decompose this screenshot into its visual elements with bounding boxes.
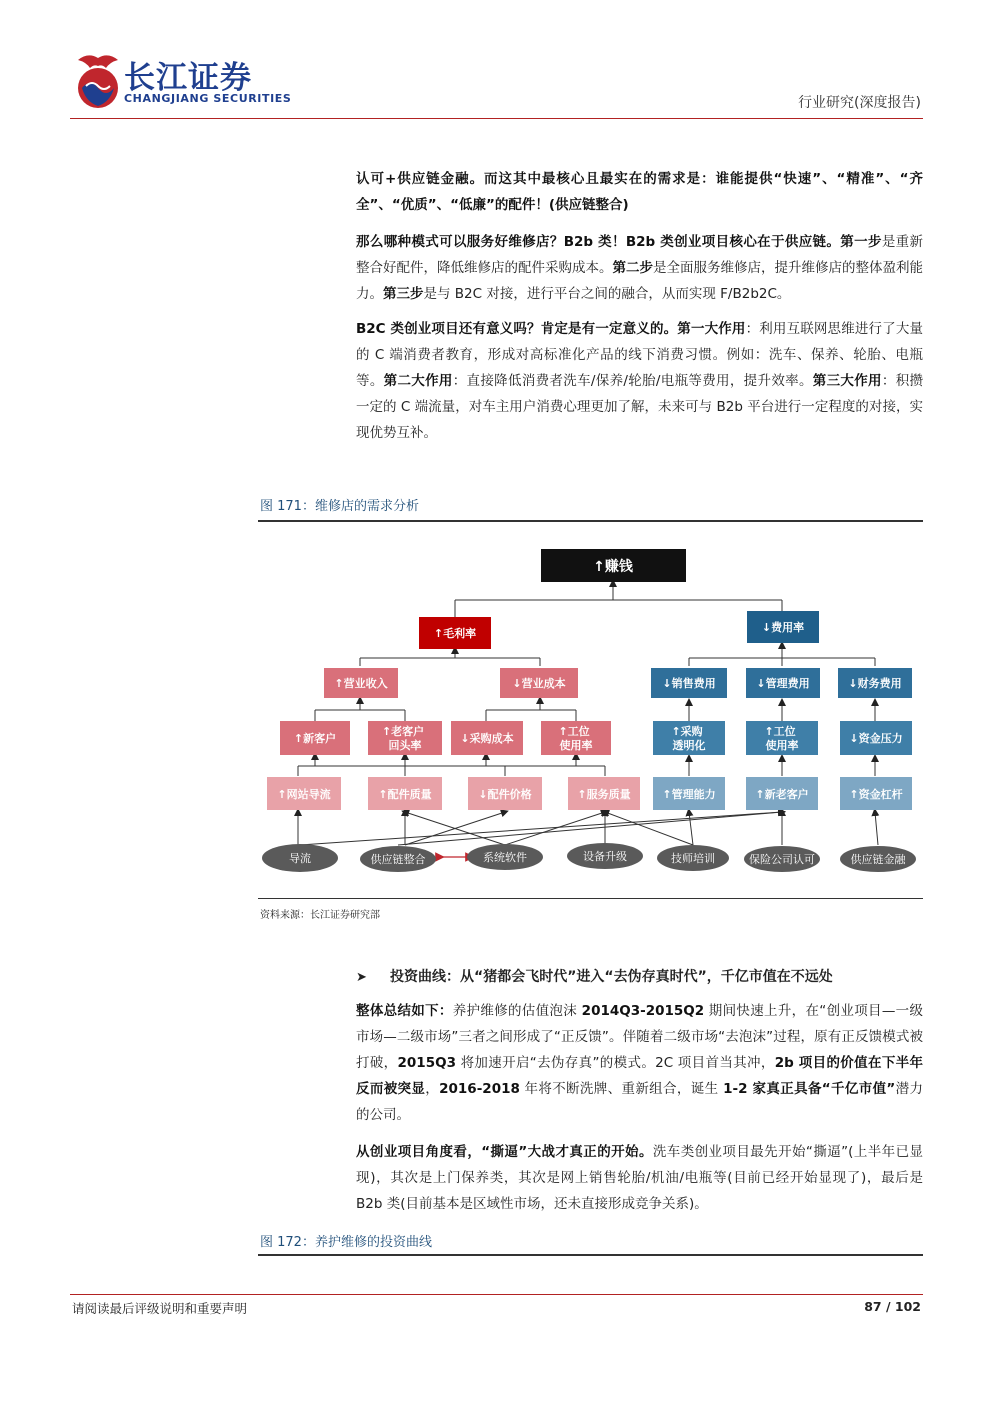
node-l3-label-line1: ↑老客户	[381, 725, 425, 738]
node-gross-margin-label: ↑毛利率	[433, 627, 477, 640]
logo-emblem-icon	[72, 50, 124, 112]
figure-172-top-rule	[258, 1254, 923, 1256]
driver-label: 设备升级	[583, 850, 627, 863]
text-run: 从创业项目角度看，“撕逼”大战才真正的开始。	[356, 1144, 653, 1160]
node-l3-label-line2: 回头率	[388, 739, 422, 752]
text-run: ，	[425, 1081, 440, 1097]
node-l2-label: ↓财务费用	[848, 677, 902, 690]
text-run: ：积攒一定的 C 端流量，对车主用户消费心理更加了解，未来可与 B2b 平台进行一定程度的对接，实现优势互补。	[356, 373, 924, 441]
paragraph-3	[356, 316, 923, 446]
bullet-arrow-icon: ➤	[356, 970, 367, 985]
header-divider	[70, 118, 923, 119]
text-run: 第三步	[383, 286, 424, 302]
node-l2-label: ↓销售费用	[662, 677, 716, 690]
node-l4-label: ↑配件质量	[378, 788, 432, 801]
node-l3-label-line2: 使用率	[559, 739, 593, 752]
logo-subtitle: CHANGJIANG SECURITIES	[124, 92, 292, 105]
node-l3-label-line1: ↑工位	[558, 725, 590, 738]
node-l3-label: ↓采购成本	[460, 732, 514, 745]
text-run: 1-2 家真正具备“千亿市值”	[723, 1081, 896, 1097]
node-l4-label: ↓配件价格	[478, 788, 532, 801]
text-run: 那么哪种模式可以服务好维修店？B2b 类！B2b 类创业项目核心在于供应链。第一步	[356, 234, 882, 250]
text-run: 2b 项目的价值在下半年反而被突显	[356, 1055, 923, 1097]
node-l3-label-line2: 使用率	[765, 739, 799, 752]
text-run: 期间快速上升，在“创业项目—一级市场—二级市场”三者之间形成了“正反馈”。伴随着二级市场“去泡沫”过程，原有正反馈模式被打破，	[356, 1003, 924, 1071]
text-run: 是重新整合好配件，降低维修店的配件采购成本。	[356, 234, 924, 276]
node-l3-label-line1: ↑采购	[671, 725, 703, 738]
text-run: 年将不断洗牌、重新组合，诞生	[519, 1081, 724, 1097]
paragraph-2	[356, 229, 923, 307]
figure-171-title: 图 171：维修店的需求分析	[260, 499, 419, 514]
text-run: 养护维修的估值泡沫	[452, 1003, 582, 1019]
node-l4-label: ↑服务质量	[577, 788, 631, 801]
node-root-label: ↑赚钱	[593, 559, 633, 575]
node-l4-label: ↑新老客户	[755, 788, 809, 801]
node-l4-label: ↑资金杠杆	[849, 788, 903, 801]
section-heading-text: 投资曲线：从“猪都会飞时代”进入“去伪存真时代”，千亿市值在不远处	[390, 969, 833, 985]
paragraph-1	[356, 166, 923, 218]
node-l4-label: ↑网站导流	[277, 788, 331, 801]
node-l3-label: ↑新客户	[293, 732, 337, 745]
node-l2-label: ↑营业收入	[334, 677, 388, 690]
node-l3-label: ↓资金压力	[849, 732, 903, 745]
driver-label: 导流	[289, 852, 311, 865]
text-run: 洗车类创业项目最先开始“撕逼”(上半年已显现)，其次是上门保养类，其次是网上销售轮胎/机油/电瓶等(目前已经开始显现了)，最后是 B2b 类(目前基本是区域性市场，还未直接形成竞争关系)。	[356, 1144, 923, 1212]
footer-divider	[70, 1294, 923, 1295]
text-run: 2014Q3-2015Q2	[581, 1003, 705, 1019]
paragraph-4	[356, 998, 923, 1128]
text-run: ：利用互联网思维进行了大量的 C 端消费者教育，形成对高标准化产品的线下消费习惯。例如：洗车、保养、轮胎、电瓶等。	[356, 321, 924, 389]
text-run: 认可+供应链金融。而这其中最核心且最实在的需求是：谁能提供“快速”、“精准”、“齐全”、“优质”、“低廉”的配件！(供应链整合)	[356, 171, 923, 213]
figure-172-title: 图 172：养护维修的投资曲线	[260, 1235, 432, 1250]
node-l2-label: ↓管理费用	[756, 677, 810, 690]
driver-label: 系统软件	[483, 851, 527, 864]
text-run: 将加速开启“去伪存真”的模式。2C 项目首当其冲，	[455, 1055, 775, 1071]
text-run: 是全面服务维修店，提升维修店的整体盈利能力。	[356, 260, 923, 302]
driver-label: 供应链整合	[370, 853, 426, 866]
node-l3-label-line1: ↑工位	[764, 725, 796, 738]
demand-analysis-diagram	[258, 540, 923, 900]
text-run: ：直接降低消费者洗车/保养/轮胎/电瓶等费用，提升效率。	[452, 373, 813, 389]
logo-title: 长江证券	[124, 60, 252, 96]
section-heading	[356, 966, 833, 986]
figure-171-top-rule	[258, 520, 923, 522]
footer-disclaimer-link[interactable]: 请阅读最后评级说明和重要声明	[72, 1301, 248, 1316]
text-run: 2015Q3	[397, 1055, 456, 1071]
page-number: 87 / 102	[864, 1299, 921, 1314]
node-l4-label: ↑管理能力	[662, 788, 716, 801]
node-l3-label-line2: 透明化	[672, 739, 706, 752]
driver-label: 供应链金融	[850, 853, 906, 866]
paragraph-5	[356, 1139, 923, 1217]
text-run: 第三大作用	[812, 373, 882, 389]
node-l2-label: ↓营业成本	[512, 677, 566, 690]
figure-171-source: 资料来源：长江证券研究部	[260, 910, 380, 921]
text-run: 整体总结如下：	[356, 1003, 453, 1019]
company-logo	[72, 50, 322, 112]
text-run: 是与 B2C 对接，进行平台之间的融合，从而实现 F/B2b2C。	[423, 286, 791, 302]
text-run: 2016-2018	[439, 1081, 520, 1097]
node-expense-rate-label: ↓费用率	[761, 621, 805, 634]
text-run: B2C 类创业项目还有意义吗？肯定是有一定意义的。第一大作用	[356, 321, 746, 337]
figure-171-bottom-rule	[258, 898, 923, 899]
text-run: 第二步	[612, 260, 653, 276]
report-type: 行业研究(深度报告)	[798, 95, 921, 111]
text-run: 第二大作用	[383, 373, 453, 389]
driver-label: 保险公司认可	[749, 853, 815, 866]
driver-label: 技师培训	[671, 852, 715, 865]
text-run: 潜力的公司。	[356, 1081, 924, 1123]
